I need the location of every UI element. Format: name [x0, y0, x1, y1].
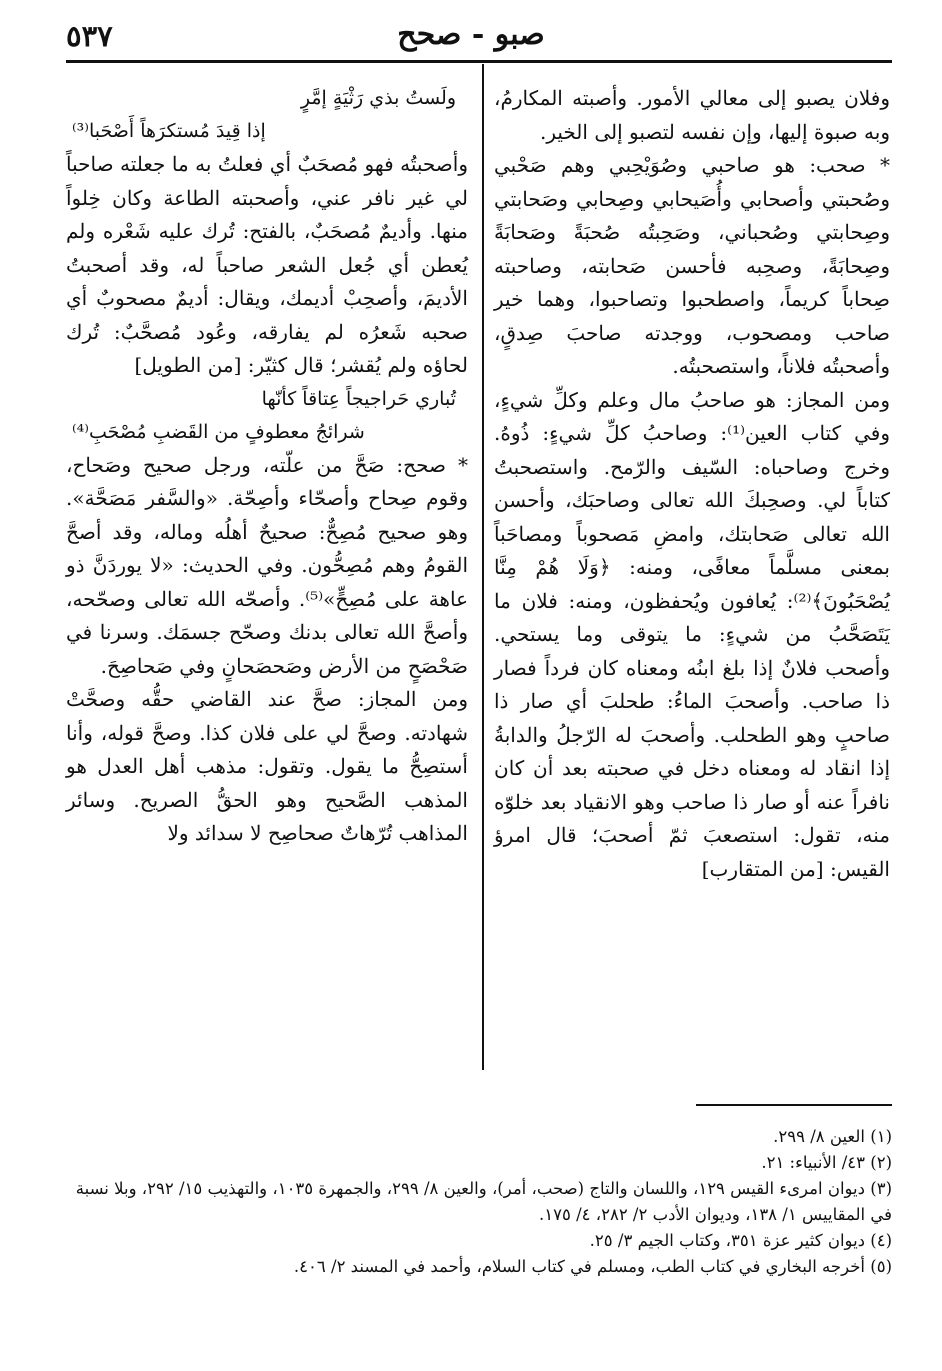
- paragraph-ashabtuhu: وأصحبتُه فهو مُصحَبٌ أي فعلتُ به ما جعلته صاحباً لي غير نافر عني، وأصحبته الطاعة وكان خِلواً منها. وأديمٌ مُصحَبٌ، بالفتح: تُرك عليه شَعْره ولم يُعطن أي جُعل الشعر صاحباً له، وقد أصحبتُ الأديمَ، وأصحِبْ أديمك، ويقال: أديمٌ مصحوبٌ أي صحبه شَعرُه لم يفارقه، وعُود مُصحَّبٌ: تُرك لحاؤه ولم يُقشر؛ قال كثيّر: [من الطويل]: [66, 152, 468, 377]
- footnote-2: (٢) ٤٣/ الأنبياء: ٢١.: [761, 1153, 892, 1172]
- footnote-4: (٤) ديوان كثير عزة ٣٥١، وكتاب الجيم ٣/ ٢٥.: [589, 1231, 892, 1250]
- left-column: [66, 82, 468, 851]
- entry-sahb: * صحب: هو صاحبي وصُوَيْحِبي وهم صَحْبي وصُحبتي وأصحابي وأُصَيحابي وصِحابي وصَحابتي وصِحابتي وصُحباني، وصَحِبتُه صُحبَةً وصَحابَةً وصِحابَةً، وصحِبه فأحسن صَحابته، وصاحبته صِحاباً كريماً، واصطحبوا وتصاحبوا، وهما خير صاحب ومصحوب، ووجدته صاحبَ صِدقٍ، وأصحبتُه فلاناً، واستصحبتُه.: [494, 153, 890, 378]
- footnotes: [66, 1124, 892, 1280]
- verse-2-first-hemistich: تُباري حَراجيجاً عِتاقاً كأنّها: [261, 387, 456, 410]
- page-title: صبو - صحح: [397, 17, 545, 52]
- paragraph-sabw: وفلان يصبو إلى معالي الأمور. وأصبته المكارمُ، وبه صبوة إليها، وإن نفسه لتصبو إلى الخير.: [494, 86, 890, 144]
- paragraph-majaz-sahb: ومن المجاز: هو صاحبُ مال وعلم وكلِّ شيءٍ، وفي كتاب العين⁽¹⁾: وصاحبُ كلِّ شيءٍ: ذُوهُ. وخرج وصاحباه: السّيف والرّمح. واستصحبتُ كتاباً لي. وصحِبكَ الله تعالى وصاحبَك، وأحسن الله تعالى صَحابتك، وامضِ مَصحوباً ومصاحَباً بمعنى مسلَّماً معافًى، ومنه: ﴿وَلَا هُمْ مِنَّا يُصْحَبُونَ﴾⁽²⁾: يُعافون ويُحفظون، ومنه: فلان ما يَتَصَحَّبُ من شيءٍ: ما يتوقى وما يستحي. وأصحب فلانٌ إذا بلغ ابنُه ومعناه كان فرداً فصار ذا صاحب. وأصحبَ الماءُ: طحلبَ أي صار ذا صاحبٍ وهو الطحلب. وأصحبَ له الرّجلُ والدابةُ إذا انقاد له ومعناه دخل في صحبته بعد أن كان نافراً عنه أو صار ذا صاحب وهو الانقياد بعد خلوّه منه، تقول: استصعبَ ثمّ أصحبَ؛ قال امرؤ القيس: [من المتقارب]: [494, 387, 890, 881]
- verse-1-second-hemistich: إذا قِيدَ مُستكرَهاً أَصْحَبا⁽³⁾: [72, 120, 266, 142]
- footnote-rule: [696, 1104, 892, 1106]
- header-rule: [66, 60, 892, 63]
- verse-1-first-hemistich: ولَستُ بذي رَثْيَةٍ إمَّرٍ: [300, 87, 456, 109]
- right-column: [494, 82, 890, 886]
- footnote-1: (١) العين ٨/ ٢٩٩.: [773, 1127, 892, 1146]
- footnote-5: (٥) أخرجه البخاري في كتاب الطب، ومسلم في كتاب السلام، وأحمد في المسند ٢/ ٤٠٦.: [293, 1257, 892, 1276]
- column-divider: [482, 64, 484, 1070]
- footnote-3: (٣) ديوان امرىء القيس ١٢٩، واللسان والتاج (صحب، أمر)، والعين ٨/ ٢٩٩، والجمهرة ١٠٣٥، والتهذيب ١٥/ ٢٩٢، وبلا نسبة في المقاييس ١/ ١٣٨، وديوان الأدب ٢/ ٢٨٢، ٤/ ١٧٥.: [75, 1179, 892, 1224]
- paragraph-majaz-sahh: ومن المجاز: صحَّ عند القاضي حقُّه وصحَّتْ شهادته. وصحَّ لي على فلان كذا. وصحَّ قوله، وأنا أستصِحُّ ما يقول. وتقول: مذهب أهل العدل هو المذهب الصَّحيح وهو الحقُّ الصريح. وسائر المذاهب تُرّهاتٌ صحاصِح لا سدائد ولا: [66, 687, 468, 845]
- verse-2-second-hemistich: شرائجُ معطوفٍ من القَضبِ مُصْحَبِ⁽⁴⁾: [72, 420, 365, 443]
- page-number: ٥٣٧: [66, 19, 113, 53]
- entry-sahh: * صحح: صَحَّ من علّته، ورجل صحيح وصَحاح، وقوم صِحاح وأصحّاء وأصِحّة. «والسَّفر مَصَحَّة». وهو صحيح مُصِحٌّ: صحيحٌ أهلُه وماله، وقد أصحَّ القومُ وهم مُصِحُّون. وفي الحديث: «لا يوردَنَّ ذو عاهة على مُصِحٍّ»⁽⁵⁾. وأصحّه الله تعالى وصحّحه، وأصحَّ الله تعالى بدنك وصحّح جسمَك. وسرنا في صَحْصَحٍ من الأرض وصَحصَحانٍ وفي صَحاصِحَ.: [66, 452, 468, 678]
